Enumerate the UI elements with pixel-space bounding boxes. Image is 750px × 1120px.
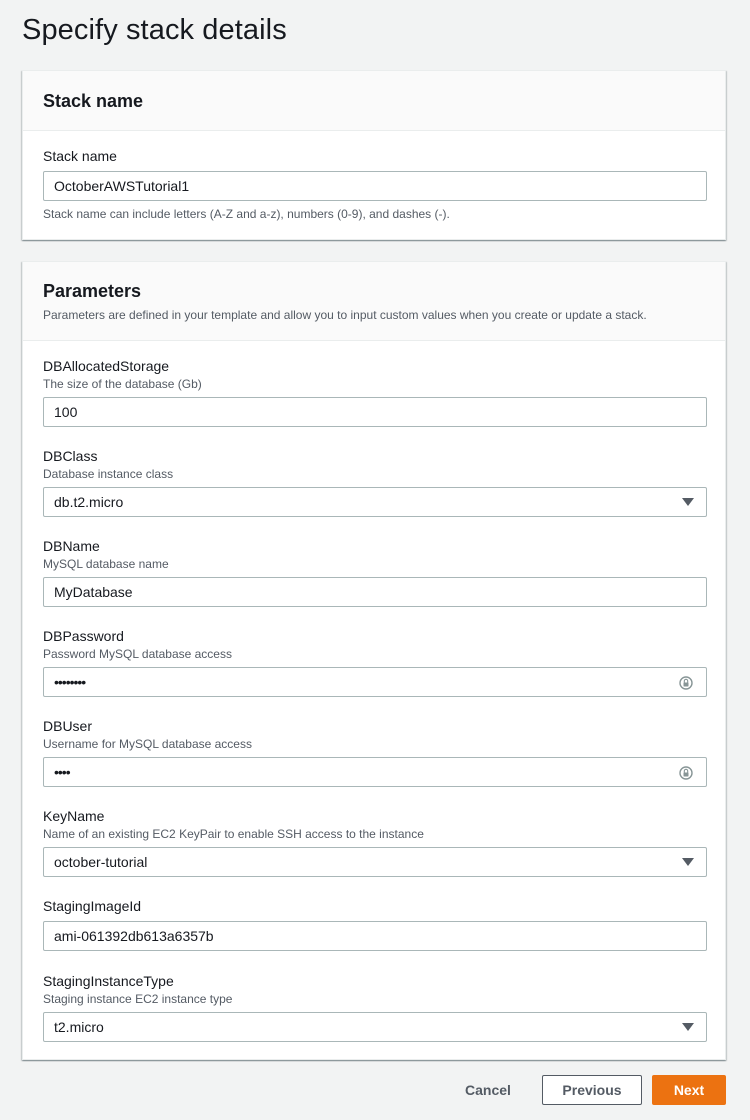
param-dballocatedstorage — [43, 357, 707, 427]
dbpassword-input[interactable] — [43, 667, 707, 697]
staginginstancetype-select[interactable] — [43, 1012, 707, 1042]
param-label: DBAllocatedStorage — [43, 358, 170, 374]
stack-name-value: OctoberAWSTutorial1 — [54, 178, 190, 194]
masked-value: •••••••• — [54, 674, 86, 690]
stack-name-constraint: Stack name can include letters (A-Z and a-z), numbers (0-9), and dashes (-). — [43, 207, 450, 221]
param-description: Username for MySQL database access — [43, 737, 252, 751]
parameters-panel-header — [23, 262, 725, 341]
caret-down-icon — [682, 498, 694, 506]
keyname-select[interactable] — [43, 847, 707, 877]
param-stagingimageid — [43, 897, 707, 951]
next-button[interactable]: Next — [652, 1075, 726, 1105]
lock-icon[interactable] — [679, 675, 693, 691]
page-title: Specify stack details — [22, 14, 287, 46]
stack-name-panel-title: Stack name — [43, 91, 144, 111]
param-dbname — [43, 537, 707, 607]
param-label: StagingImageId — [43, 898, 142, 914]
param-label: DBClass — [43, 448, 98, 464]
param-label: StagingInstanceType — [43, 973, 174, 989]
caret-down-icon — [682, 1023, 694, 1031]
dbuser-input[interactable] — [43, 757, 707, 787]
param-label: DBPassword — [43, 628, 124, 644]
parameters-panel-description: Parameters are defined in your template and allow you to input custom values when you create or update a stack. — [43, 308, 647, 322]
stack-name-field — [43, 147, 707, 221]
stagingimageid-input[interactable] — [43, 921, 707, 951]
param-dbuser — [43, 717, 707, 787]
lock-icon[interactable] — [679, 765, 693, 781]
param-staginginstancetype — [43, 972, 707, 1042]
param-description: Name of an existing EC2 KeyPair to enable SSH access to the instance — [43, 827, 424, 841]
param-label: DBUser — [43, 718, 93, 734]
param-description: Password MySQL database access — [43, 647, 232, 661]
stack-name-panel — [22, 70, 726, 240]
select-value: october-tutorial — [54, 854, 148, 870]
param-label: DBName — [43, 538, 100, 554]
select-value: db.t2.micro — [54, 494, 124, 510]
cancel-button[interactable]: Cancel — [465, 1082, 511, 1098]
param-label: KeyName — [43, 808, 105, 824]
param-dbpassword — [43, 627, 707, 697]
parameters-panel-title: Parameters — [43, 281, 142, 301]
dbname-input[interactable] — [43, 577, 707, 607]
param-keyname — [43, 807, 707, 877]
masked-value: •••• — [54, 764, 70, 780]
input-value: 100 — [54, 404, 78, 420]
dbclass-select[interactable] — [43, 487, 707, 517]
input-value: ami-061392db613a6357b — [54, 928, 214, 944]
param-description: The size of the database (Gb) — [43, 377, 202, 391]
input-value: MyDatabase — [54, 584, 133, 600]
param-description: Database instance class — [43, 467, 174, 481]
select-value: t2.micro — [54, 1019, 104, 1035]
previous-button[interactable]: Previous — [542, 1075, 642, 1105]
stack-name-input[interactable] — [43, 171, 707, 201]
stack-name-panel-header — [23, 71, 725, 131]
param-description: Staging instance EC2 instance type — [43, 992, 233, 1006]
param-dbclass — [43, 447, 707, 517]
parameters-panel — [22, 261, 726, 1060]
stack-name-label: Stack name — [43, 148, 117, 164]
param-description: MySQL database name — [43, 557, 169, 571]
caret-down-icon — [682, 858, 694, 866]
dballocatedstorage-input[interactable] — [43, 397, 707, 427]
